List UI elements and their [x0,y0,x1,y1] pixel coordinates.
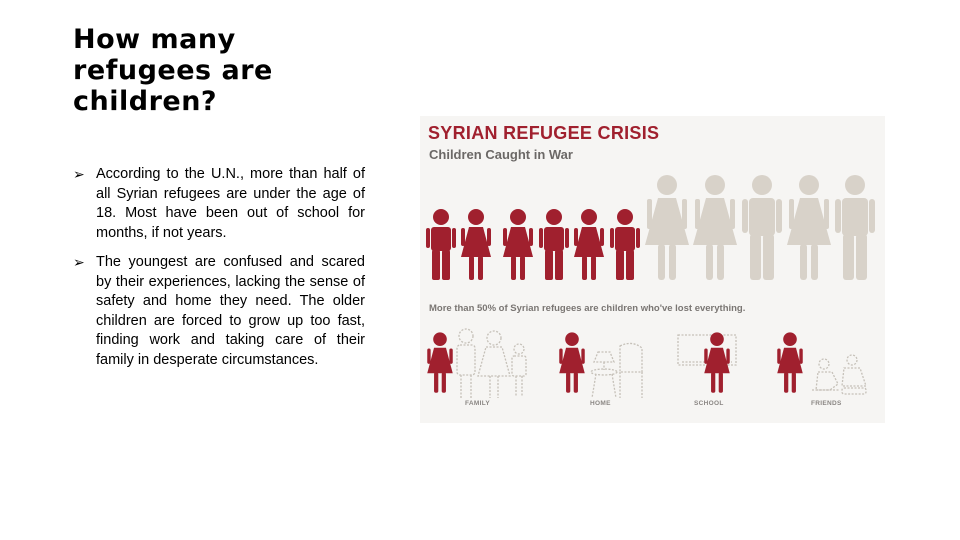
bullet-text: According to the U.N., more than half of all Syrian refugees are under the age of 18. Most have been out of school for months, if not years. [96,166,365,241]
slide-title: How many refugees are children? [73,24,273,117]
friends-outline-icon [812,355,866,394]
infographic-stat: More than 50% of Syrian refugees are children who've lost everything. [429,303,746,314]
adult-woman-figure [787,175,831,280]
infographic-figures [420,116,885,423]
bullet-item [73,165,365,243]
arrow-right-icon: ➢ [73,254,85,270]
bullet-text: The youngest are confused and scared by their experiences, lacking the sense of safety and home they need. The older children are forced to grow up too fast, finding work and taking care of their family in desperate circumstances. [96,254,365,368]
caption-family: FAMILY [465,400,491,407]
child-boy-figure [610,209,640,280]
bullet-item [73,253,365,370]
friends-child-figure [777,332,803,392]
refugee-infographic [420,116,885,423]
child-boy-figure [539,209,569,280]
adult-woman-figure [645,175,689,280]
child-boy-figure [426,209,456,280]
family-child-figure [427,332,453,392]
home-child-figure [559,332,585,392]
child-girl-figure [503,209,533,280]
caption-friends: FRIENDS [811,400,842,407]
infographic-title: SYRIAN REFUGEE CRISIS [428,123,660,143]
home-outline-icon [591,343,642,398]
adult-man-figure [835,175,875,280]
arrow-right-icon: ➢ [73,166,85,182]
adult-man-figure [742,175,782,280]
infographic-subtitle: Children Caught in War [429,147,573,162]
adult-woman-figure [693,175,737,280]
child-girl-figure [461,209,491,280]
caption-home: HOME [590,400,611,407]
family-outline-icon [457,329,526,398]
school-child-figure [704,332,730,392]
child-girl-figure [574,209,604,280]
bullet-list [73,165,365,380]
caption-school: SCHOOL [694,400,724,407]
